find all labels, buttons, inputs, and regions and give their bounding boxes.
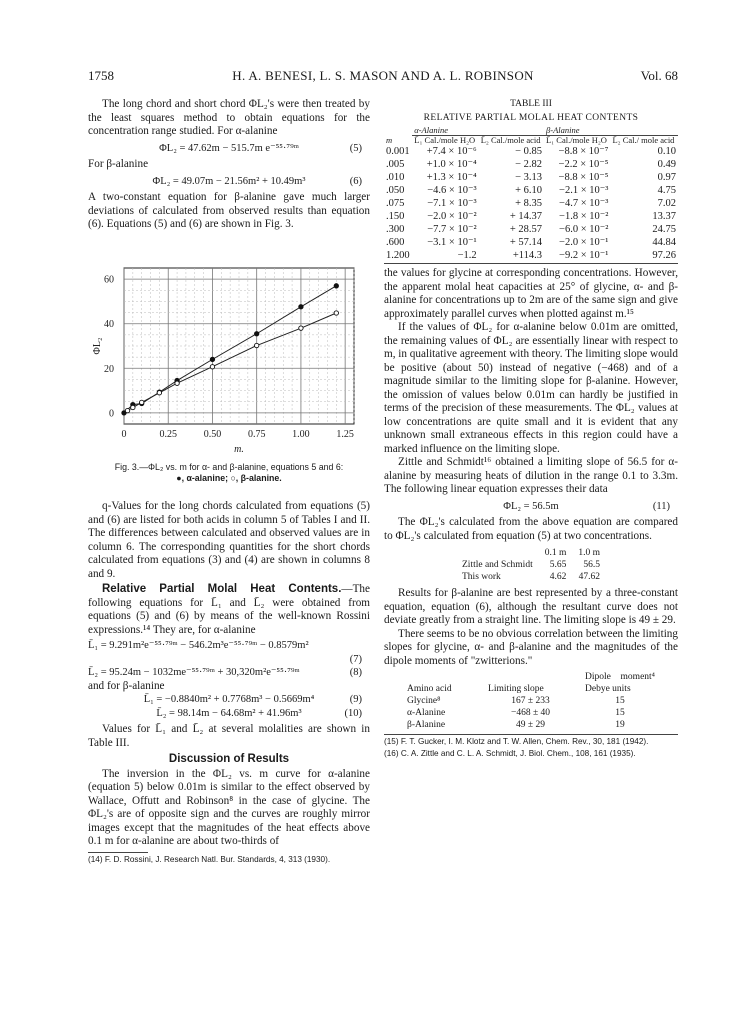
left-column-bottom xyxy=(88,500,370,865)
volume: Vol. 68 xyxy=(640,68,678,83)
equation: ΦL₂ = 56.5m (11) xyxy=(503,500,670,512)
table-cell: −2.0 × 10⁻² xyxy=(427,211,477,222)
table-row: α-Alanine −468 ± 40 15 xyxy=(407,708,625,718)
equation: L̄₁ = 9.291m²e⁻⁵⁵·⁷⁹ᵐ − 546.2m³e⁻⁵⁵·⁷⁹ᵐ − 0.8579m² xyxy=(88,640,309,651)
table-cell: 1.200 xyxy=(386,250,410,261)
table-cell: −6.0 × 10⁻² xyxy=(559,224,609,235)
series-line xyxy=(128,313,337,411)
table-cell: .150 xyxy=(386,211,405,222)
table-cell: + 57.14 xyxy=(509,237,543,248)
table-row: This work 4.62 47.62 xyxy=(462,572,600,582)
table-row xyxy=(384,210,678,223)
dipole-table xyxy=(401,671,661,731)
table-cell: −4.6 × 10⁻³ xyxy=(427,185,477,196)
paragraph: Results for β-alanine are best represented by a three-constant equation, equation (6), although the resultant curve does not deviate greatly from a straight line. The limiting slope is 49 ± 29. xyxy=(384,587,678,626)
data-point-beta xyxy=(254,343,258,347)
paragraph: Zittle and Schmidt¹⁶ obtained a limiting slope of 56.5 for α-alanine by measuring heats of dilution in the range 0.1 to 3.3m. The following linear equation expresses their data xyxy=(384,456,678,495)
divider xyxy=(384,734,678,735)
paragraph: Relative Partial Molal Heat Contents.—The following equations for L̄₁ and L̄₂ were obtained from equations (5) and (6) by means of the well-known Rossini expressions.¹⁴ They are, for α-alanine xyxy=(88,583,370,636)
table-title: TABLE III xyxy=(510,99,552,109)
group-header: α-Alanine xyxy=(412,126,544,136)
divider xyxy=(384,263,678,264)
text-line: and for β-alanine xyxy=(88,679,165,692)
column-header: Amino acid xyxy=(407,684,452,694)
table-row xyxy=(384,184,678,197)
table-cell: .600 xyxy=(386,237,405,248)
table-cell: −2.2 × 10⁻⁵ xyxy=(558,159,609,170)
table-cell: − 3.13 xyxy=(515,172,543,183)
table-cell: 7.02 xyxy=(657,198,676,209)
footnote: (16) C. A. Zittle and C. L. A. Schmidt, J. Biol. Chem., 108, 161 (1935). xyxy=(384,749,636,758)
figure-caption xyxy=(88,462,370,484)
table-row: Zittle and Schmidt 5.65 56.5 xyxy=(462,560,600,570)
table-cell: + 8.35 xyxy=(515,198,543,209)
heat-content-table xyxy=(384,126,678,262)
y-tick-label: 20 xyxy=(104,363,114,375)
footnote: (15) F. T. Gucker, I. M. Klotz and T. W. Allen, Chem. Rev., 30, 181 (1942). xyxy=(384,737,649,746)
footnote: (14) F. D. Rossini, J. Research Natl. Bur. Standards, 4, 313 (1930). xyxy=(88,854,331,864)
data-point-alpha xyxy=(299,305,303,309)
column-header: Dipole moment⁴ Debye units xyxy=(585,672,655,694)
x-tick-label: 0.50 xyxy=(203,429,222,440)
table-cell: 97.26 xyxy=(652,250,676,261)
data-point-beta xyxy=(157,391,161,395)
table-cell: −2.0 × 10⁻¹ xyxy=(559,237,609,248)
caption-legend: ●, α-alanine; ○, β-alanine. xyxy=(176,473,282,483)
data-point-alpha xyxy=(254,332,258,336)
column-header: L̄₁ Cal./mole H₂O xyxy=(546,135,607,145)
left-column-top xyxy=(88,98,370,232)
running-header xyxy=(88,68,678,86)
table-row xyxy=(384,223,678,236)
paragraph: the values for glycine at corresponding concentrations. However, the apparent molal heat capacities at 25° of glycine, α- and β-alanine for concentrations up to 2m are of the same sign and give approximately parallel curves when plotted against m.¹⁵ xyxy=(384,267,678,320)
equation: ΦL₂ = 47.62m − 515.7m e⁻⁵⁵·⁷⁹ᵐ (5) xyxy=(159,142,362,154)
table-cell: −7.1 × 10⁻³ xyxy=(427,198,477,209)
divider xyxy=(88,852,148,853)
column-header: 1.0 m xyxy=(578,548,600,558)
x-tick-label: 1.00 xyxy=(292,429,310,440)
equation: L̄₂ = 95.24m − 1032me⁻⁵⁵·⁷⁹ᵐ + 30,320m²e⁻⁵⁵·⁷⁹ᵐ (8) xyxy=(88,667,362,678)
table-row xyxy=(384,249,678,262)
table-cell: +1.0 × 10⁻⁴ xyxy=(426,159,477,170)
table-subtitle: RELATIVE PARTIAL MOLAL HEAT CONTENTS xyxy=(423,112,639,123)
table-cell: − 0.85 xyxy=(515,146,543,157)
section-heading: Discussion of Results xyxy=(168,753,290,765)
data-point-beta xyxy=(131,405,135,409)
caption-line: Fig. 3.—ΦL₂ vs. m for α- and β-alanine, equations 5 and 6: xyxy=(114,462,344,472)
paragraph: The inversion in the ΦL₂ vs. m curve for α-alanine (equation 5) below 0.01m is similar to the effect observed by Wallace, Offutt and Robinson⁸ in the case of glycine. The ΦL₂'s are of opposite sign and the curves are roughly mirror images except that the magnitudes of the heat effects above 0.1 m for α-alanine are about two-thirds of xyxy=(88,767,370,847)
table-cell: .010 xyxy=(386,172,405,183)
x-tick-label: 0.25 xyxy=(159,429,177,440)
paragraph: If the values of ΦL₂ for α-alanine below 0.01m are omitted, the remaining values of ΦL₂ are essentially linear with respect to m, in qualitative agreement with theory. The limiting slope would be positive (about 50) instead of negative (−468) and of a magnitude similar to the limiting slope for β-alanine. However, the omission of values below 0.01m can hardly be justified in terms of the precision of these measurements. The ΦL₂ values at low concentrations are quite small and it is evident that any unknown small extraneous effects in this region could have a marked influence on the limiting slope. xyxy=(384,321,678,455)
table-cell: 24.75 xyxy=(652,224,676,235)
y-axis-label: ΦL₂ xyxy=(92,337,103,355)
comparison-table xyxy=(456,547,606,583)
paragraph: Values for L̄₁ and L̄₂ at several molalities are shown in Table III. xyxy=(88,723,370,749)
table-cell: 13.37 xyxy=(652,211,676,222)
table-cell: −8.8 × 10⁻⁵ xyxy=(558,172,609,183)
data-point-beta xyxy=(125,408,129,412)
data-point-beta xyxy=(299,326,303,330)
group-header: β-Alanine xyxy=(544,126,678,136)
table-cell: −3.1 × 10⁻¹ xyxy=(427,237,477,248)
paragraph: The ΦL₂'s calculated from the above equation are compared to ΦL₂'s calculated from equation (5) at two concentrations. xyxy=(384,516,678,542)
table-row: β-Alanine 49 ± 29 19 xyxy=(407,720,625,730)
table-cell: + 14.37 xyxy=(509,211,543,222)
table-cell: −2.1 × 10⁻³ xyxy=(559,185,609,196)
table-row xyxy=(384,145,678,158)
table-cell: 0.10 xyxy=(657,146,676,157)
table-cell: 0.001 xyxy=(386,146,410,157)
y-tick-label: 40 xyxy=(104,319,114,331)
table-cell: +114.3 xyxy=(512,250,543,261)
text-line: For β-alanine xyxy=(88,158,149,170)
column-header: L̄₁ Cal./mole H₂O xyxy=(414,135,476,145)
data-point-beta xyxy=(210,365,214,369)
chart-svg xyxy=(88,262,370,460)
table-cell: −8.8 × 10⁻⁷ xyxy=(558,146,609,157)
table-cell: 0.49 xyxy=(657,159,676,170)
y-tick-label: 60 xyxy=(104,274,114,286)
figure-3 xyxy=(88,262,370,460)
table-cell: −1.8 × 10⁻² xyxy=(559,211,609,222)
equation: L̄₂ = 98.14m − 64.68m² + 41.96m³ (10) xyxy=(156,707,362,719)
table-row xyxy=(384,197,678,210)
table-row xyxy=(384,236,678,249)
right-column xyxy=(384,98,678,759)
column-header: 0.1 m xyxy=(544,548,567,558)
x-tick-label: 0.75 xyxy=(247,429,266,440)
table-row xyxy=(384,171,678,184)
y-tick-label: 0 xyxy=(109,408,114,420)
table-cell: −9.2 × 10⁻¹ xyxy=(559,250,609,261)
section-heading: Relative Partial Molal Heat Contents. xyxy=(102,583,342,595)
data-point-beta xyxy=(139,400,143,404)
table-cell: .300 xyxy=(386,224,405,235)
column-header: m xyxy=(386,135,393,145)
table-cell: + 6.10 xyxy=(515,185,543,196)
table-cell: .050 xyxy=(386,185,405,196)
equation: (7) xyxy=(349,653,362,665)
table-row xyxy=(384,158,678,171)
table-cell: +1.3 × 10⁻⁴ xyxy=(426,172,477,183)
table-cell: 4.75 xyxy=(657,185,676,196)
equation: ΦL₂ = 49.07m − 21.56m² + 10.49m³ (6) xyxy=(152,175,362,187)
table-cell: +7.4 × 10⁻⁶ xyxy=(426,146,477,157)
table-row: Glycine⁸ 167 ± 233 15 xyxy=(407,696,625,706)
x-tick-label: 0 xyxy=(121,429,127,440)
table-cell: .005 xyxy=(386,159,405,170)
table-cell: −7.7 × 10⁻² xyxy=(427,224,477,235)
table-cell: −1.2 xyxy=(457,250,477,261)
table-cell: .075 xyxy=(386,198,405,209)
data-point-beta xyxy=(175,381,179,385)
table-cell: −4.7 × 10⁻³ xyxy=(559,198,609,209)
table-cell: 44.84 xyxy=(652,237,676,248)
authors: H. A. BENESI, L. S. MASON AND A. L. ROBINSON xyxy=(232,68,534,83)
paragraph: The long chord and short chord ΦL₂'s were then treated by the least squares method to obtain equations for the concentration range studied. For α-alanine xyxy=(88,98,370,137)
data-point-alpha xyxy=(334,284,338,288)
x-axis-label: m. xyxy=(234,444,244,455)
data-point-alpha xyxy=(210,357,214,361)
equation: L̄₁ = −0.8840m² + 0.7768m³ − 0.5669m⁴ (9) xyxy=(143,694,362,705)
x-tick-label: 1.25 xyxy=(336,429,354,440)
column-header: L̄₂ Cal./ mole acid xyxy=(612,135,675,145)
paragraph: q-Values for the long chords calculated from equations (5) and (6) are listed for both acids in column 5 of Tables I and II. The differences between calculated and observed values are in column 6. The corresponding quantities for the short chords calculated from equations (3) and (4) are shown in columns 8 and 9. xyxy=(88,500,370,580)
table-cell: + 28.57 xyxy=(509,224,543,235)
data-point-beta xyxy=(334,311,338,315)
table-cell: 0.97 xyxy=(657,172,676,183)
page-number: 1758 xyxy=(88,68,114,83)
column-header: Limiting slope xyxy=(488,684,544,694)
paragraph: There seems to be no obvious correlation between the limiting slopes for glycine, α- and β-alanine and the magnitudes of the dipole moments of "zwitterions." xyxy=(384,627,678,667)
paragraph: A two-constant equation for β-alanine gave much larger deviations of calculated from observed results than equation (6). Equations (5) and (6) are shown in Fig. 3. xyxy=(88,191,370,230)
column-header: L̄₂ Cal./mole acid xyxy=(480,135,541,145)
table-cell: − 2.82 xyxy=(515,159,543,170)
